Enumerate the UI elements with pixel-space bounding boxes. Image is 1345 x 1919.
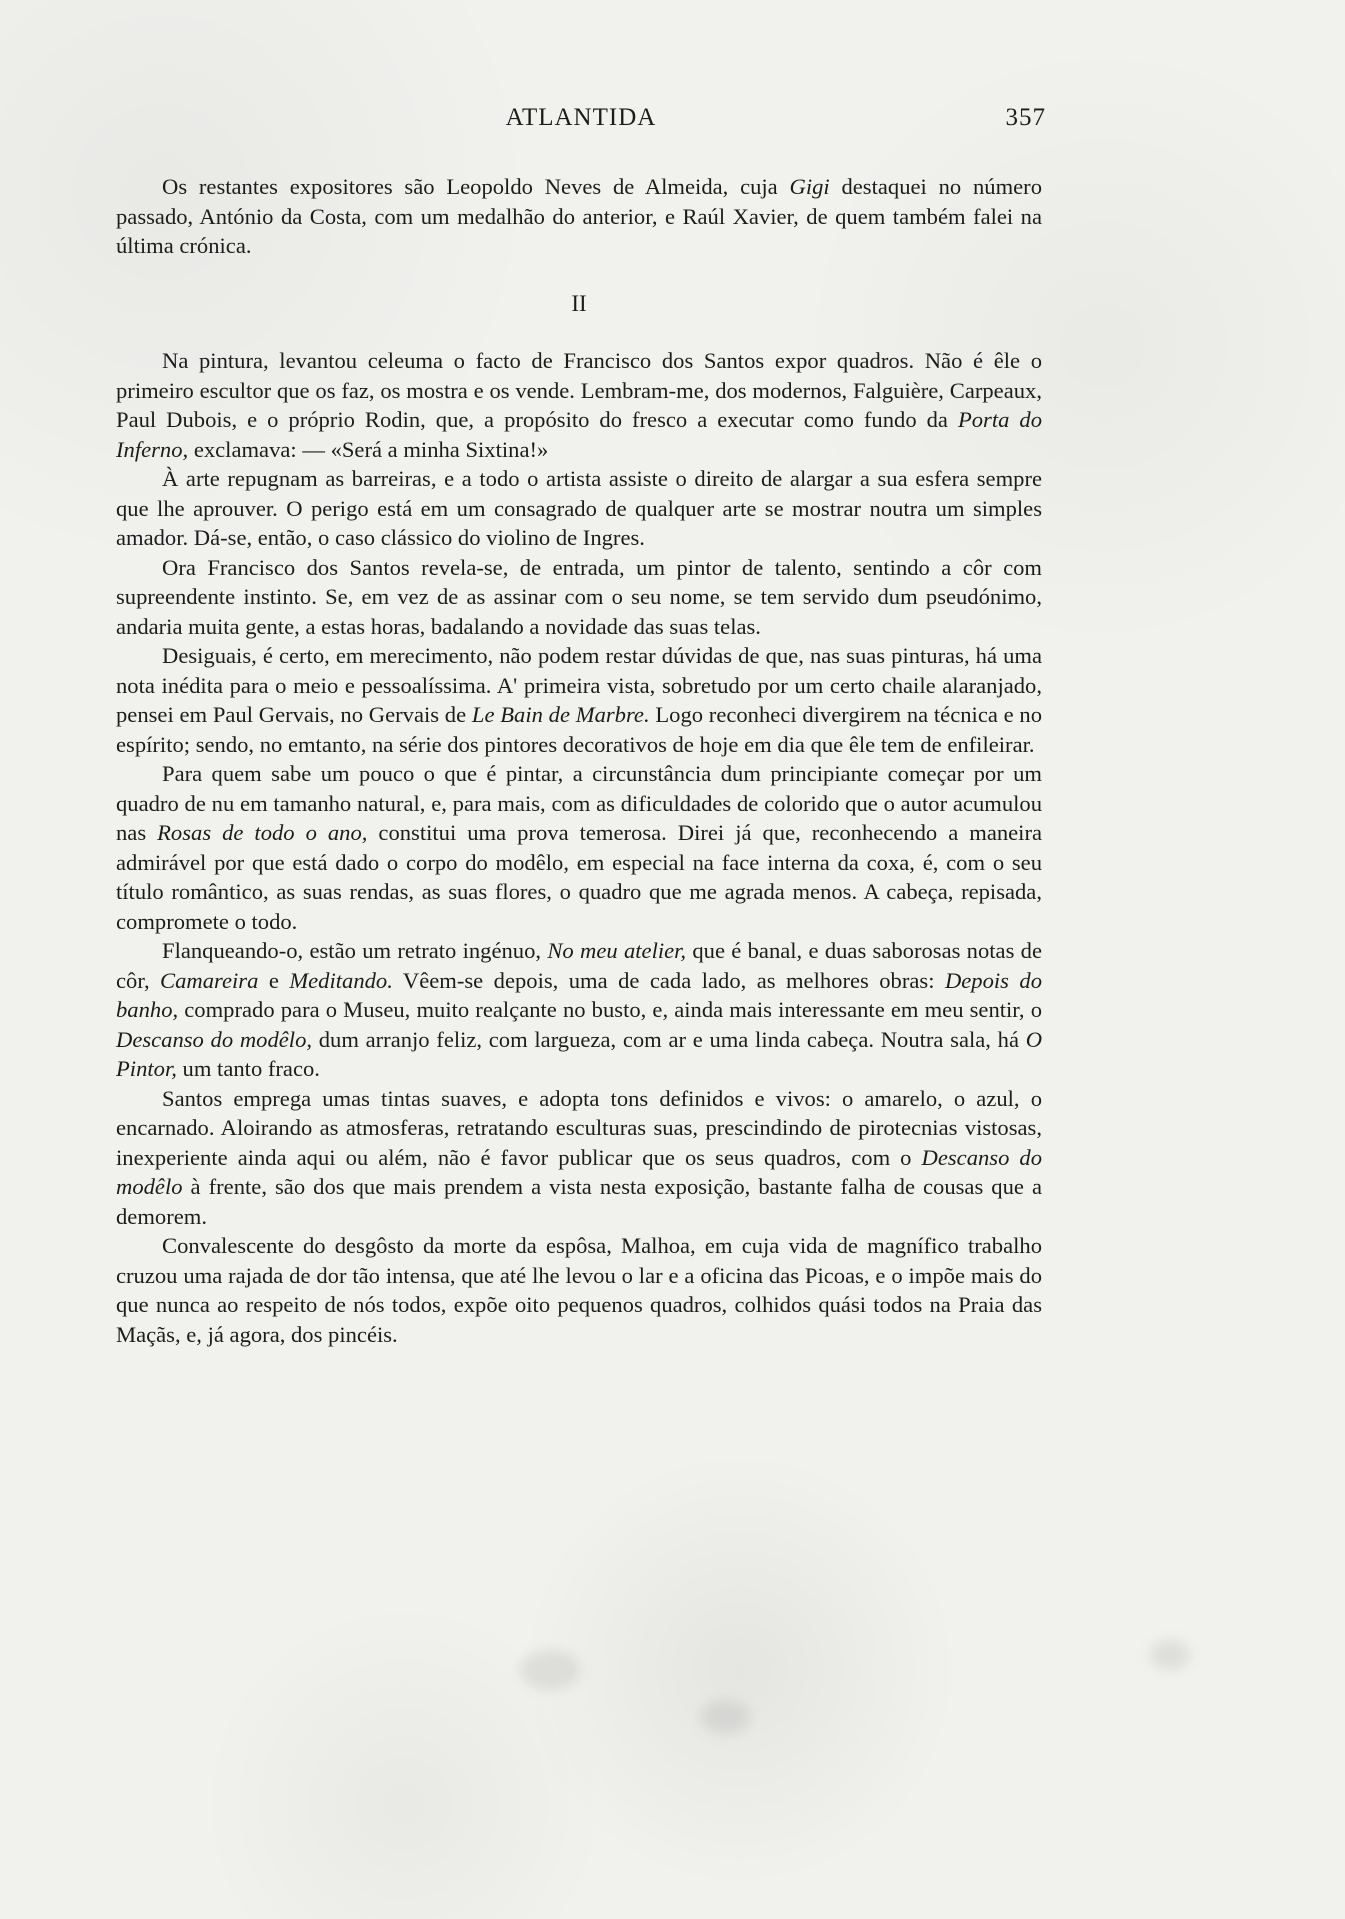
artwork-title: Le Bain de Marbre. [471,702,650,727]
paragraph-2 [116,346,1042,464]
text-run: Os restantes expositores são Leopoldo Neves de Almeida, cuja [162,174,790,199]
text-run: comprado para o Museu, muito realçante no busto, e, ainda mais interessante em meu sentir, o [178,997,1042,1022]
text-run: dum arranjo feliz, com largueza, com ar e uma linda cabeça. Noutra sala, há [312,1026,1026,1052]
section-numeral: II [571,290,587,316]
text-run: um tanto fraco. [176,1056,320,1081]
article-body [116,172,1042,1349]
running-title: ATLANTIDA [505,104,657,131]
text-run: Logo reconheci divergirem na técnica e no espírito; sendo, no emtanto, na série dos pintores decorativos de hoje em dia que êle tem de enfileirar. [116,702,1043,757]
text-run: Flanqueando-o, estão um retrato ingénuo, [162,938,548,963]
text-run: à frente, são dos que mais prendem a vista nesta exposição, bastante falha de cousas que a demorem. [116,1174,1042,1229]
ink-smudge [520,1650,580,1690]
paragraph-4: Ora Francisco dos Santos revela-se, de entrada, um pintor de talento, sentindo a côr com supreendente instinto. Se, em vez de as assinar com o seu nome, se tem servido dum pseudónimo, andaria muita gente, a estas horas, badalando a novidade das suas telas. [116,554,1042,639]
paragraph-3: À arte repugnam as barreiras, e a todo o artista assiste o direito de alargar a sua esfera sempre que lhe aprouver. O perigo está em um consagrado de qualquer arte se mostrar noutra um simples amador. Dá-se, então, o caso clássico do violino de Ingres. [116,466,1042,550]
text-run: exclamava: — «Será a minha Sixtina!» [188,436,549,462]
artwork-title: Descanso do modêlo [116,1144,1043,1199]
text-run: Santos emprega umas tintas suaves, e adopta tons definidos e vivos: o amarelo, o azul, o encarnado. Aloirando as atmosferas, retratando esculturas suas, prescindindo de pirotecnias vistosas, inexperiente ainda aqui ou além, não é favor publicar que os seus quadros, com o [116,1085,1042,1170]
artwork-title: No meu atelier, [547,938,687,963]
ink-smudge [700,1700,750,1734]
paragraph-8 [116,1084,1042,1232]
artwork-title: Camareira [160,967,259,993]
artwork-title: Rosas de todo o ano, [157,820,368,845]
text-run: constitui uma prova temerosa. Direi já que, reconhecendo a maneira admirável por que está dado o corpo do modêlo, em especial na face interna da coxa, é, com o seu título romântico, as suas rendas, as suas flores, o quadro que me agrada menos. A cabeça, repisada, compromete o todo. [116,820,1043,934]
paragraph-6 [116,759,1042,936]
text-run: que é banal, e duas saborosas notas de côr, [116,938,1042,993]
artwork-title: O Pintor, [116,1026,1043,1081]
paragraph-1 [116,172,1042,261]
artwork-title: Gigi [789,174,830,199]
text-run: e [258,967,290,993]
ink-smudge [1150,1640,1190,1670]
page-header [116,104,1046,136]
text-run: Para quem sabe um pouco o que é pintar, a circunstância dum principiante começar por um quadro de nu em tamanho natural, e, para mais, com as dificuldades de colorido que o autor acumulou nas [116,761,1042,845]
paragraph-5 [116,641,1042,759]
page-number: 357 [1005,104,1046,131]
artwork-title: Descanso do modêlo, [116,1026,313,1052]
artwork-title: Porta do Inferno, [116,407,1042,462]
paragraph-9: Convalescente do desgôsto da morte da espôsa, Malhoa, em cuja vida de magnífico trabalho cruzou uma rajada de dor tão intensa, que até lhe levou o lar e a oficina das Picoas, e o impõe mais do que nunca ao respeito de nós todos, expõe oito pequenos quadros, colhidos quási todos na Praia das Maçãs, e, já agora, dos pincéis. [116,1233,1042,1347]
text-run: destaquei no número passado, António da Costa, com um medalhão do anterior, e Raúl Xavier, de quem também falei na última crónica. [116,174,1042,258]
artwork-title: Depois do banho, [116,967,1042,1022]
artwork-title: Meditando. [289,967,393,993]
text-run: Vêem-se depois, uma de cada lado, as melhores obras: [392,967,945,993]
paragraph-7 [116,936,1042,1084]
text-run: Na pintura, levantou celeuma o facto de Francisco dos Santos expor quadros. Não é êle o primeiro escultor que os faz, os mostra e os vende. Lembram-me, dos modernos, Falguière, Carpeaux, Paul Dubois, e o próprio Rodin, que, a propósito do fresco a executar como fundo da [116,348,1042,432]
text-run: Desiguais, é certo, em merecimento, não podem restar dúvidas de que, nas suas pinturas, há uma nota inédita para o meio e pessoalíssima. A' primeira vista, sobretudo por um certo chaile alaranjado, pensei em Paul Gervais, no Gervais de [116,643,1042,727]
